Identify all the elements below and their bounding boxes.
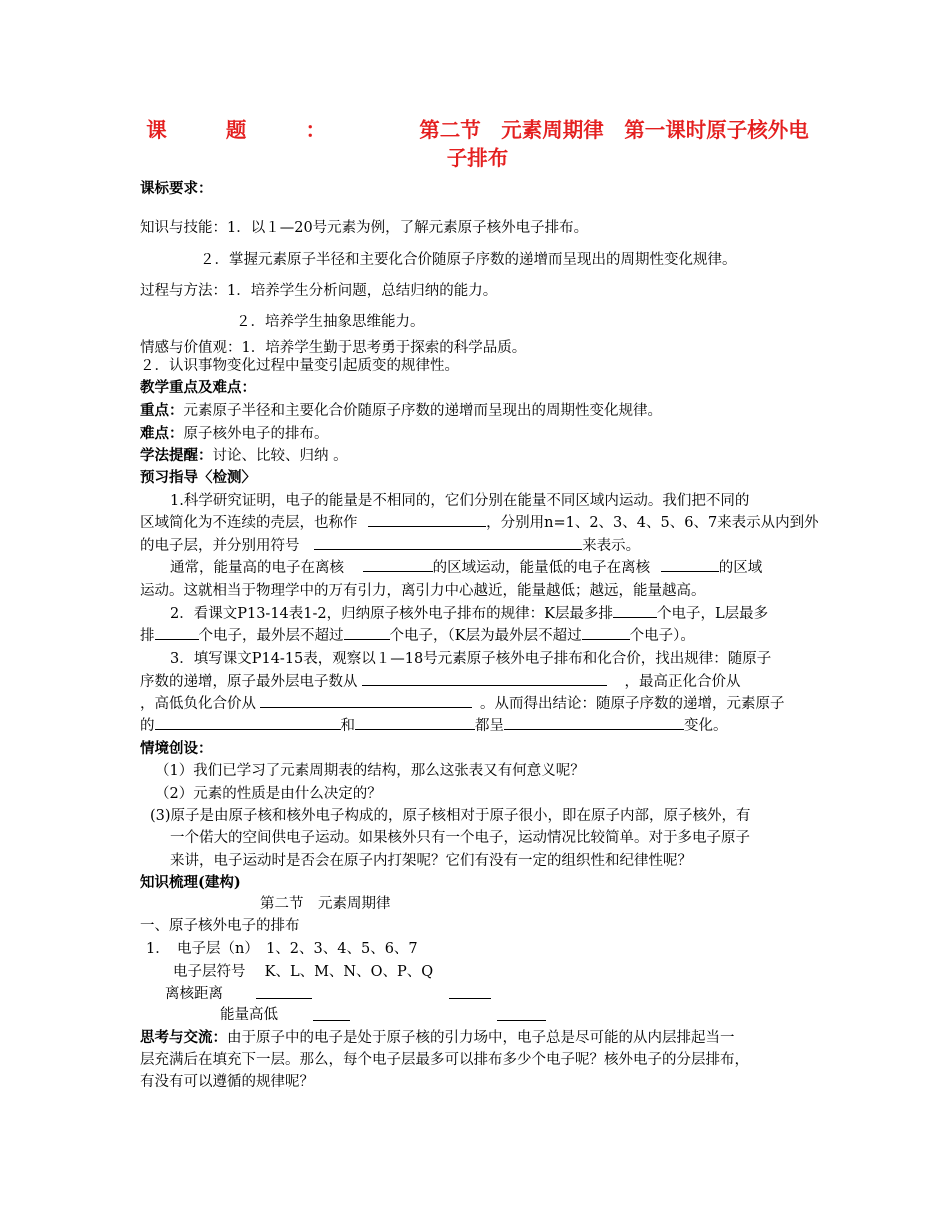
q3-blank-negative-valence[interactable]	[260, 693, 472, 708]
distance-label: 离核距离	[165, 986, 223, 1002]
q3-d-text-1: 的	[140, 718, 155, 734]
knowledge-section-title: 第二节 元素周期律	[260, 896, 391, 912]
q3-line-d	[140, 715, 728, 737]
symbol-row: 电子层符号 K、L、M、N、O、P、Q	[173, 964, 434, 980]
scenario-item-1: （1）我们已学习了元素周期表的结构，那么这张表又有何意义呢？	[155, 763, 585, 779]
preview-heading: 预习指导〈检测〉	[140, 469, 256, 486]
q1-d-text-3: 的区域	[718, 560, 763, 576]
q3-b-text-1: 序数的递增，原子最外层电子数从	[140, 674, 358, 690]
q2-b-text-3: 个电子，（K层为最外层不超过	[389, 628, 582, 644]
difficulty-text: 原子核外电子的排布。	[183, 426, 329, 442]
knowledge-skill-2: ２．掌握元素原子半径和主要化合价随原子序数的递增而呈现出的周期性变化规律。	[200, 252, 737, 268]
discussion-line-1	[140, 1027, 735, 1049]
q3-blank-outer-electrons[interactable]	[362, 671, 607, 686]
q3-d-text-4: 变化。	[684, 718, 728, 734]
q2-blank-l[interactable]	[155, 625, 199, 640]
q2-blank-k[interactable]	[613, 603, 657, 618]
scenario-item-3-c: 来讲，电子运动时是否会在原子内打架呢？它们有没有一定的组织性和纪律性呢？	[170, 853, 692, 869]
energy-blank-high[interactable]	[497, 1006, 546, 1021]
q2-line-a	[170, 603, 768, 625]
q3-c-text-2: 。从而得出结论：随原子序数的递增，元素原子	[480, 696, 785, 712]
q3-b-text-2: ，最高正化合价从	[624, 674, 741, 690]
knowledge-heading: 知识梳理(建构)	[140, 874, 241, 891]
title-text: 第二节 元素周期律 第一课时原子核外电子排布	[419, 118, 809, 170]
q2-a-text-1: 2．看课文P13-14表1-2，归纳原子核外电子排布的规律：K层最多排	[170, 606, 613, 622]
q1-blank-near[interactable]	[661, 557, 719, 572]
standards-heading: 课标要求：	[140, 180, 213, 197]
scenario-heading: 情境创设：	[140, 740, 213, 757]
method-text: 讨论、比较、归纳 。	[212, 448, 348, 464]
discussion-label: 思考与交流：	[140, 1029, 227, 1046]
q1-line-a: 1.科学研究证明，电子的能量是不相同的，它们分别在能量不同区域内运动。我们把不同的	[170, 493, 750, 509]
q1-blank-symbol[interactable]	[314, 535, 582, 550]
q3-blank-property-2[interactable]	[355, 715, 475, 730]
q1-c-text-2: 来表示。	[582, 538, 641, 554]
energy-row	[220, 1004, 278, 1026]
page-title	[140, 116, 815, 172]
layer-row: 1． 电子层（n） 1、2、3、4、5、6、7	[146, 941, 418, 957]
discussion-line-3: 有没有可以遵循的规律呢？	[140, 1074, 314, 1090]
scenario-item-2: （2）元素的性质是由什么决定的？	[155, 786, 382, 802]
q2-a-text-2: 个电子，L层最多	[656, 606, 769, 622]
q1-d-text-2: 的区域运动，能量低的电子在离核	[432, 560, 651, 576]
emotion-value-2: ２．认识事物变化过程中量变引起质变的规律性。	[140, 358, 459, 374]
q3-c-text-1: ，高低负化合价从	[140, 696, 256, 712]
q1-c-text-1: 的电子层，并分别用符号	[140, 538, 300, 554]
discussion-line-2: 层充满后在填充下一层。那么，每个电子层最多可以排布多少个电子呢？核外电子的分层排布，	[140, 1052, 749, 1068]
difficulty-line	[140, 423, 329, 445]
distance-row	[165, 983, 223, 1005]
distance-blank-far[interactable]	[449, 984, 491, 999]
knowledge-part-1: 一、原子核外电子的排布	[140, 918, 300, 934]
q2-b-text-2: 个电子，最外层不超过	[198, 628, 344, 644]
q1-line-c	[140, 535, 640, 557]
method-label: 学法提醒：	[140, 447, 213, 464]
q1-line-d	[170, 557, 762, 579]
q1-line-b	[140, 512, 819, 534]
q1-blank-shell[interactable]	[368, 512, 486, 527]
q1-line-e: 运动。这就相当于物理学中的万有引力，离引力中心越近，能量越低；越远，能量越高。	[140, 583, 706, 599]
process-method-1: 过程与方法：1．培养学生分析问题，总结归纳的能力。	[140, 283, 498, 299]
q2-b-text-1: 排	[140, 628, 155, 644]
q1-b-text-1: 区域简化为不连续的壳层，也称作	[140, 515, 358, 531]
q3-line-b	[140, 671, 741, 693]
q2-blank-k-outer[interactable]	[582, 625, 630, 640]
q3-blank-change[interactable]	[504, 715, 684, 730]
emotion-value-1: 情感与价值观：1．培养学生勤于思考勇于探索的科学品质。	[140, 340, 527, 356]
process-method-2: ２．培养学生抽象思维能力。	[236, 314, 425, 330]
key-points-heading: 教学重点及难点：	[140, 379, 256, 396]
method-line	[140, 445, 348, 467]
q1-blank-far[interactable]	[363, 557, 433, 572]
scenario-item-3-b: 一个偌大的空间供电子运动。如果核外只有一个电子，运动情况比较简单。对于多电子原子	[170, 830, 750, 846]
q2-blank-outer[interactable]	[344, 625, 390, 640]
discussion-text-1: 由于原子中的电子是处于原子核的引力场中，电子总是尽可能的从内层排起当一	[227, 1030, 735, 1046]
focus-line	[140, 400, 662, 422]
q3-blank-property-1[interactable]	[155, 715, 341, 730]
knowledge-skill-1: 知识与技能：1．以１—20号元素为例，了解元素原子核外电子排布。	[140, 220, 589, 236]
difficulty-label: 难点：	[140, 425, 184, 442]
focus-text: 元素原子半径和主要化合价随原子序数的递增而呈现出的周期性变化规律。	[183, 403, 662, 419]
q2-b-text-4: 个电子）。	[629, 628, 695, 644]
q3-line-a: 3．填写课文P14-15表，观察以１—18号元素原子核外电子排布和化合价，找出规律：随原子	[170, 651, 772, 667]
q3-d-text-3: 都呈	[475, 718, 504, 734]
title-label: 课 题 ：	[146, 118, 353, 142]
q3-line-c	[140, 693, 785, 715]
q3-d-text-2: 和	[340, 718, 355, 734]
q1-d-text-1: 通常，能量高的电子在离核	[170, 560, 344, 576]
energy-label: 能量高低	[220, 1007, 278, 1023]
q1-b-text-2: ，分别用n=1、2、3、4、5、6、7来表示从内到外	[486, 515, 819, 531]
distance-blank-near[interactable]	[256, 984, 312, 999]
q2-line-b	[140, 625, 695, 647]
scenario-item-3-a: (3)原子是由原子核和核外电子构成的，原子核相对于原子很小，即在原子内部，原子核外，有	[150, 808, 751, 824]
focus-label: 重点：	[140, 402, 184, 419]
energy-blank-low[interactable]	[313, 1006, 350, 1021]
